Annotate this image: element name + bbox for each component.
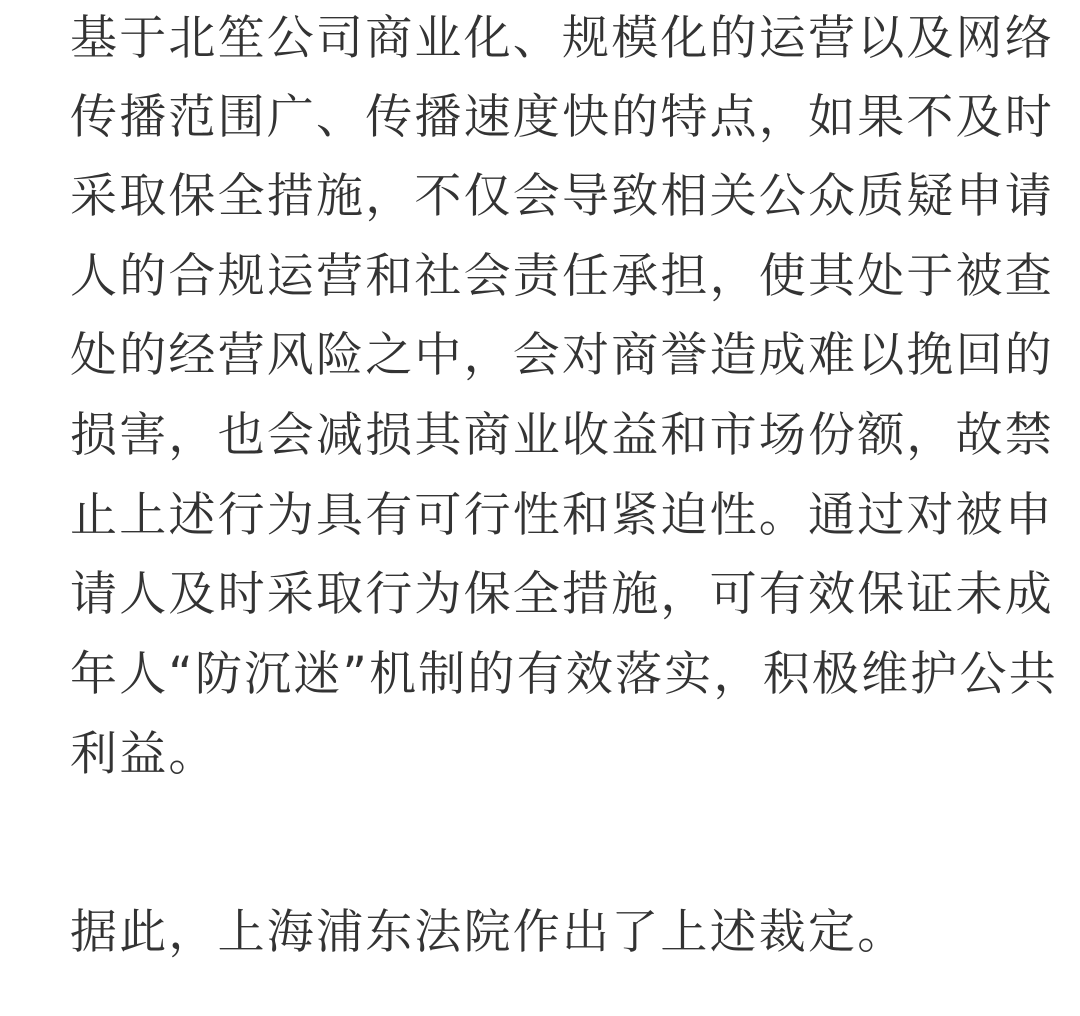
text-line: 年人“防沉迷”机制的有效落实，积极维护公共	[70, 647, 1058, 702]
text-line: 处的经营风险之中，会对商誉造成难以挽回的	[70, 328, 1054, 383]
text-line: 请人及时采取行为保全措施，可有效保证未成	[70, 567, 1054, 622]
text-line: 损害，也会减损其商业收益和市场份额，故禁	[70, 408, 1054, 463]
text-line: 止上述行为具有可行性和紧迫性。通过对被申	[70, 488, 1054, 543]
text-line: 采取保全措施，不仅会导致相关公众质疑申请	[70, 169, 1054, 224]
text-line: 基于北笙公司商业化、规模化的运营以及网络	[70, 11, 1054, 66]
text-line: 利益。	[70, 727, 218, 782]
text-line: 人的合规运营和社会责任承担，使其处于被查	[70, 249, 1054, 304]
text-line: 传播范围广、传播速度快的特点，如果不及时	[70, 90, 1054, 145]
text-line: 据此，上海浦东法院作出了上述裁定。	[70, 905, 907, 960]
